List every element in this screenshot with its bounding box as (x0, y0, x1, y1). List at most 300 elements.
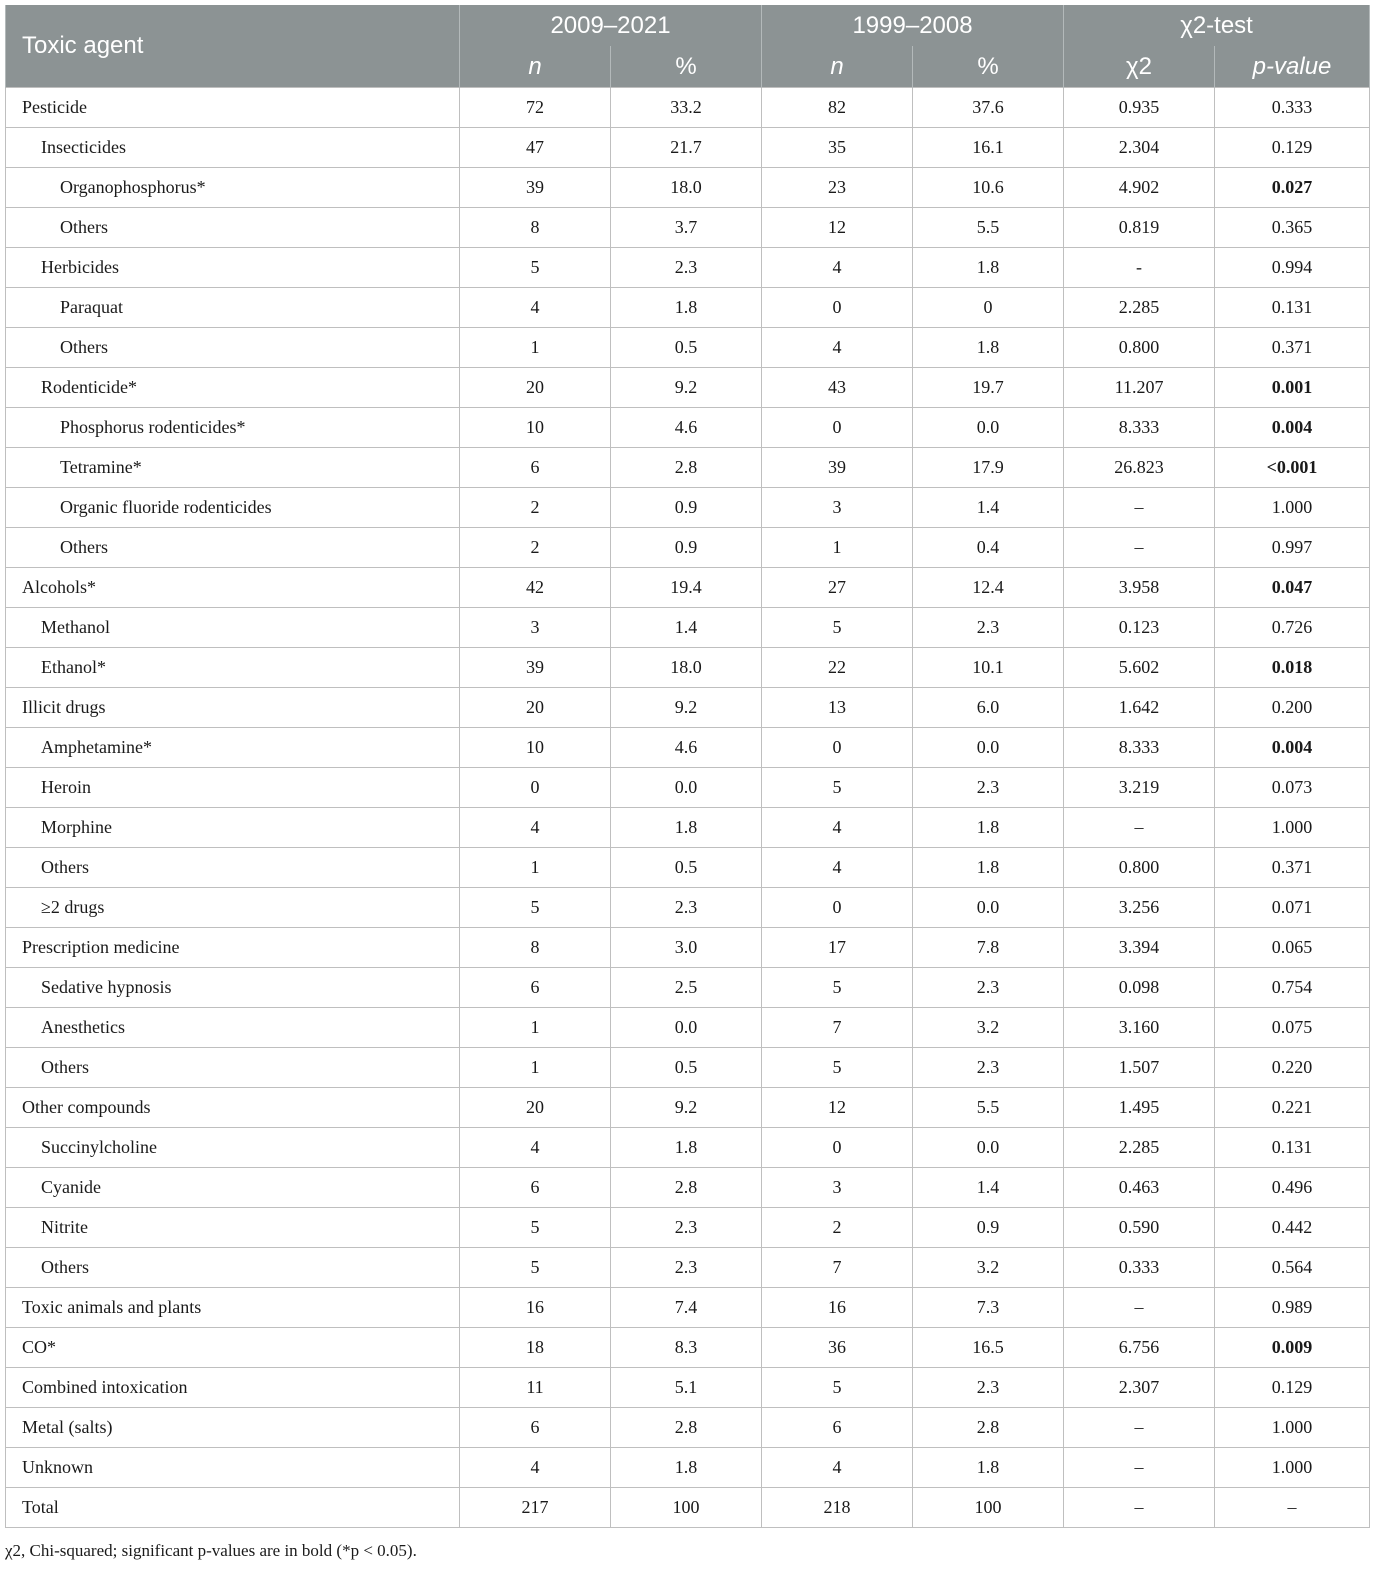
pct-1999-2008-cell: 100 (913, 1488, 1064, 1528)
pct-1999-2008-cell: 0.4 (913, 528, 1064, 568)
n-2009-2021-cell: 2 (460, 528, 611, 568)
table-row (6, 928, 1370, 968)
chi-squared-cell: – (1064, 1408, 1215, 1448)
pct-1999-2008-cell: 2.3 (913, 1048, 1064, 1088)
table-row (6, 448, 1370, 488)
pct-2009-2021-cell: 2.3 (611, 888, 762, 928)
name-cell: Nitrite (6, 1208, 460, 1248)
n-1999-2008-cell: 0 (762, 888, 913, 928)
n-1999-2008-cell: 22 (762, 648, 913, 688)
n-2009-2021-cell: 0 (460, 768, 611, 808)
p-value-cell: 0.442 (1215, 1208, 1370, 1248)
pct-2009-2021-cell: 2.8 (611, 1408, 762, 1448)
p-value-cell: 0.754 (1215, 968, 1370, 1008)
pct-2009-2021-cell: 4.6 (611, 728, 762, 768)
name-cell: Insecticides (6, 128, 460, 168)
table-row (6, 728, 1370, 768)
p-value-cell: – (1215, 1488, 1370, 1528)
name-cell: Herbicides (6, 248, 460, 288)
name-cell: Paraquat (6, 288, 460, 328)
name-cell: Ethanol* (6, 648, 460, 688)
header-p-value: p-value (1215, 46, 1370, 88)
p-value-cell: 0.004 (1215, 408, 1370, 448)
table-row (6, 608, 1370, 648)
table-row (6, 1008, 1370, 1048)
n-1999-2008-cell: 39 (762, 448, 913, 488)
pct-2009-2021-cell: 18.0 (611, 168, 762, 208)
pct-2009-2021-cell: 1.8 (611, 808, 762, 848)
p-value-cell: 0.220 (1215, 1048, 1370, 1088)
pct-1999-2008-cell: 1.8 (913, 328, 1064, 368)
chi-squared-cell: 2.285 (1064, 1128, 1215, 1168)
chi-squared-cell: 5.602 (1064, 648, 1215, 688)
header-n-1: n (460, 46, 611, 88)
p-value-cell: 0.075 (1215, 1008, 1370, 1048)
chi-squared-cell: 0.123 (1064, 608, 1215, 648)
chi-squared-cell: 0.590 (1064, 1208, 1215, 1248)
p-value-cell: 0.564 (1215, 1248, 1370, 1288)
name-cell: Prescription medicine (6, 928, 460, 968)
chi-squared-cell: 8.333 (1064, 408, 1215, 448)
n-1999-2008-cell: 13 (762, 688, 913, 728)
n-1999-2008-cell: 23 (762, 168, 913, 208)
name-cell: Total (6, 1488, 460, 1528)
n-1999-2008-cell: 0 (762, 288, 913, 328)
header-period-1999-2008: 1999–2008 (762, 5, 1064, 46)
n-1999-2008-cell: 4 (762, 248, 913, 288)
chi-squared-cell: 2.307 (1064, 1368, 1215, 1408)
n-1999-2008-cell: 12 (762, 208, 913, 248)
pct-2009-2021-cell: 9.2 (611, 688, 762, 728)
n-2009-2021-cell: 217 (460, 1488, 611, 1528)
table-row (6, 648, 1370, 688)
table-row (6, 288, 1370, 328)
n-1999-2008-cell: 16 (762, 1288, 913, 1328)
chi-squared-cell: 2.304 (1064, 128, 1215, 168)
n-2009-2021-cell: 4 (460, 1448, 611, 1488)
n-1999-2008-cell: 0 (762, 408, 913, 448)
table-row (6, 328, 1370, 368)
chi-squared-cell: 0.935 (1064, 88, 1215, 128)
table-row (6, 528, 1370, 568)
pct-1999-2008-cell: 16.1 (913, 128, 1064, 168)
table-row (6, 408, 1370, 448)
name-cell: Sedative hypnosis (6, 968, 460, 1008)
chi-squared-cell: 1.495 (1064, 1088, 1215, 1128)
table-row (6, 208, 1370, 248)
chi-squared-cell: 0.800 (1064, 848, 1215, 888)
name-cell: Others (6, 1248, 460, 1288)
name-cell: Metal (salts) (6, 1408, 460, 1448)
pct-1999-2008-cell: 1.4 (913, 488, 1064, 528)
p-value-cell: <0.001 (1215, 448, 1370, 488)
n-2009-2021-cell: 18 (460, 1328, 611, 1368)
n-1999-2008-cell: 4 (762, 808, 913, 848)
n-1999-2008-cell: 36 (762, 1328, 913, 1368)
chi-squared-cell: – (1064, 528, 1215, 568)
p-value-cell: 0.997 (1215, 528, 1370, 568)
table-row (6, 968, 1370, 1008)
chi-squared-cell: 6.756 (1064, 1328, 1215, 1368)
table-row (6, 1328, 1370, 1368)
name-cell: Anesthetics (6, 1008, 460, 1048)
pct-2009-2021-cell: 100 (611, 1488, 762, 1528)
chi-squared-cell: 8.333 (1064, 728, 1215, 768)
chi-squared-cell: 3.958 (1064, 568, 1215, 608)
n-2009-2021-cell: 5 (460, 1208, 611, 1248)
n-2009-2021-cell: 6 (460, 448, 611, 488)
pct-1999-2008-cell: 10.1 (913, 648, 1064, 688)
n-2009-2021-cell: 20 (460, 1088, 611, 1128)
pct-2009-2021-cell: 9.2 (611, 368, 762, 408)
name-cell: Phosphorus rodenticides* (6, 408, 460, 448)
chi-squared-cell: – (1064, 1288, 1215, 1328)
n-1999-2008-cell: 7 (762, 1248, 913, 1288)
pct-1999-2008-cell: 3.2 (913, 1008, 1064, 1048)
n-2009-2021-cell: 1 (460, 328, 611, 368)
p-value-cell: 0.989 (1215, 1288, 1370, 1328)
p-value-cell: 0.200 (1215, 688, 1370, 728)
n-2009-2021-cell: 16 (460, 1288, 611, 1328)
n-2009-2021-cell: 5 (460, 1248, 611, 1288)
p-value-cell: 0.365 (1215, 208, 1370, 248)
table-row (6, 1128, 1370, 1168)
name-cell: Others (6, 848, 460, 888)
n-1999-2008-cell: 0 (762, 1128, 913, 1168)
pct-1999-2008-cell: 19.7 (913, 368, 1064, 408)
table-row (6, 768, 1370, 808)
table-body (6, 88, 1370, 1528)
p-value-cell: 0.065 (1215, 928, 1370, 968)
pct-2009-2021-cell: 1.8 (611, 1448, 762, 1488)
p-value-cell: 0.009 (1215, 1328, 1370, 1368)
n-2009-2021-cell: 20 (460, 688, 611, 728)
n-1999-2008-cell: 12 (762, 1088, 913, 1128)
pct-2009-2021-cell: 1.8 (611, 288, 762, 328)
chi-squared-cell: 0.463 (1064, 1168, 1215, 1208)
pct-1999-2008-cell: 7.8 (913, 928, 1064, 968)
pct-1999-2008-cell: 5.5 (913, 208, 1064, 248)
n-2009-2021-cell: 39 (460, 648, 611, 688)
header-row-1 (6, 5, 1370, 46)
n-1999-2008-cell: 1 (762, 528, 913, 568)
name-cell: Heroin (6, 768, 460, 808)
table-row (6, 368, 1370, 408)
chi-squared-cell: 0.333 (1064, 1248, 1215, 1288)
n-2009-2021-cell: 4 (460, 1128, 611, 1168)
p-value-cell: 1.000 (1215, 488, 1370, 528)
pct-2009-2021-cell: 33.2 (611, 88, 762, 128)
n-2009-2021-cell: 10 (460, 728, 611, 768)
name-cell: CO* (6, 1328, 460, 1368)
pct-1999-2008-cell: 7.3 (913, 1288, 1064, 1328)
pct-1999-2008-cell: 3.2 (913, 1248, 1064, 1288)
p-value-cell: 1.000 (1215, 808, 1370, 848)
chi-squared-cell: 0.819 (1064, 208, 1215, 248)
pct-2009-2021-cell: 2.3 (611, 1248, 762, 1288)
n-2009-2021-cell: 1 (460, 1048, 611, 1088)
pct-1999-2008-cell: 0.0 (913, 728, 1064, 768)
chi-squared-cell: 3.394 (1064, 928, 1215, 968)
table-row (6, 568, 1370, 608)
p-value-cell: 0.129 (1215, 1368, 1370, 1408)
n-2009-2021-cell: 42 (460, 568, 611, 608)
p-value-cell: 0.371 (1215, 328, 1370, 368)
header-toxic-agent: Toxic agent (6, 5, 460, 88)
chi-squared-cell: 0.800 (1064, 328, 1215, 368)
pct-1999-2008-cell: 0.0 (913, 1128, 1064, 1168)
pct-2009-2021-cell: 3.7 (611, 208, 762, 248)
name-cell: Organophosphorus* (6, 168, 460, 208)
chi-squared-cell: 3.160 (1064, 1008, 1215, 1048)
n-1999-2008-cell: 5 (762, 608, 913, 648)
table-row (6, 1288, 1370, 1328)
table-row (6, 848, 1370, 888)
n-1999-2008-cell: 5 (762, 1368, 913, 1408)
pct-1999-2008-cell: 1.8 (913, 248, 1064, 288)
n-1999-2008-cell: 6 (762, 1408, 913, 1448)
n-1999-2008-cell: 4 (762, 1448, 913, 1488)
pct-1999-2008-cell: 2.3 (913, 968, 1064, 1008)
pct-2009-2021-cell: 18.0 (611, 648, 762, 688)
n-2009-2021-cell: 5 (460, 248, 611, 288)
chi-squared-cell: - (1064, 248, 1215, 288)
n-2009-2021-cell: 4 (460, 288, 611, 328)
name-cell: Combined intoxication (6, 1368, 460, 1408)
chi-squared-cell: 1.642 (1064, 688, 1215, 728)
n-2009-2021-cell: 1 (460, 848, 611, 888)
chi-squared-cell: – (1064, 488, 1215, 528)
pct-1999-2008-cell: 37.6 (913, 88, 1064, 128)
n-2009-2021-cell: 8 (460, 928, 611, 968)
n-1999-2008-cell: 17 (762, 928, 913, 968)
pct-2009-2021-cell: 0.5 (611, 328, 762, 368)
name-cell: Other compounds (6, 1088, 460, 1128)
pct-2009-2021-cell: 7.4 (611, 1288, 762, 1328)
n-2009-2021-cell: 3 (460, 608, 611, 648)
pct-1999-2008-cell: 1.8 (913, 1448, 1064, 1488)
p-value-cell: 0.221 (1215, 1088, 1370, 1128)
name-cell: Succinylcholine (6, 1128, 460, 1168)
n-1999-2008-cell: 5 (762, 1048, 913, 1088)
pct-2009-2021-cell: 2.5 (611, 968, 762, 1008)
name-cell: Unknown (6, 1448, 460, 1488)
table-row (6, 1408, 1370, 1448)
table-row (6, 688, 1370, 728)
table-row (6, 1448, 1370, 1488)
pct-2009-2021-cell: 8.3 (611, 1328, 762, 1368)
name-cell: Methanol (6, 608, 460, 648)
n-2009-2021-cell: 4 (460, 808, 611, 848)
n-1999-2008-cell: 3 (762, 488, 913, 528)
name-cell: Others (6, 528, 460, 568)
name-cell: Organic fluoride rodenticides (6, 488, 460, 528)
pct-2009-2021-cell: 0.0 (611, 768, 762, 808)
p-value-cell: 0.371 (1215, 848, 1370, 888)
header-chi-test: χ2-test (1064, 5, 1370, 46)
p-value-cell: 0.047 (1215, 568, 1370, 608)
name-cell: Amphetamine* (6, 728, 460, 768)
pct-2009-2021-cell: 21.7 (611, 128, 762, 168)
pct-2009-2021-cell: 2.3 (611, 248, 762, 288)
pct-2009-2021-cell: 2.8 (611, 1168, 762, 1208)
chi-squared-cell: – (1064, 1488, 1215, 1528)
p-value-cell: 0.071 (1215, 888, 1370, 928)
p-value-cell: 0.073 (1215, 768, 1370, 808)
pct-2009-2021-cell: 19.4 (611, 568, 762, 608)
name-cell: ≥2 drugs (6, 888, 460, 928)
pct-1999-2008-cell: 16.5 (913, 1328, 1064, 1368)
table-row (6, 168, 1370, 208)
table-row (6, 1048, 1370, 1088)
pct-1999-2008-cell: 12.4 (913, 568, 1064, 608)
header-chi-squared: χ2 (1064, 46, 1215, 88)
n-1999-2008-cell: 4 (762, 848, 913, 888)
pct-2009-2021-cell: 5.1 (611, 1368, 762, 1408)
p-value-cell: 0.726 (1215, 608, 1370, 648)
n-1999-2008-cell: 4 (762, 328, 913, 368)
pct-2009-2021-cell: 0.5 (611, 848, 762, 888)
pct-2009-2021-cell: 0.5 (611, 1048, 762, 1088)
table-row (6, 1168, 1370, 1208)
name-cell: Rodenticide* (6, 368, 460, 408)
n-1999-2008-cell: 43 (762, 368, 913, 408)
n-2009-2021-cell: 6 (460, 1168, 611, 1208)
table-row (6, 1208, 1370, 1248)
pct-1999-2008-cell: 6.0 (913, 688, 1064, 728)
pct-2009-2021-cell: 9.2 (611, 1088, 762, 1128)
chi-squared-cell: 26.823 (1064, 448, 1215, 488)
p-value-cell: 0.001 (1215, 368, 1370, 408)
p-value-cell: 0.131 (1215, 288, 1370, 328)
n-2009-2021-cell: 2 (460, 488, 611, 528)
p-value-cell: 0.131 (1215, 1128, 1370, 1168)
n-2009-2021-cell: 5 (460, 888, 611, 928)
n-1999-2008-cell: 27 (762, 568, 913, 608)
n-1999-2008-cell: 3 (762, 1168, 913, 1208)
n-1999-2008-cell: 5 (762, 968, 913, 1008)
n-2009-2021-cell: 20 (460, 368, 611, 408)
pct-1999-2008-cell: 2.8 (913, 1408, 1064, 1448)
name-cell: Others (6, 208, 460, 248)
header-pct-1: % (611, 46, 762, 88)
table-row (6, 1248, 1370, 1288)
name-cell: Illicit drugs (6, 688, 460, 728)
p-value-cell: 0.018 (1215, 648, 1370, 688)
n-1999-2008-cell: 2 (762, 1208, 913, 1248)
table-footnote: χ2, Chi-squared; significant p-values are in bold (*p < 0.05). (5, 1541, 417, 1560)
n-2009-2021-cell: 6 (460, 968, 611, 1008)
chi-squared-cell: 2.285 (1064, 288, 1215, 328)
pct-1999-2008-cell: 2.3 (913, 608, 1064, 648)
pct-1999-2008-cell: 0 (913, 288, 1064, 328)
pct-2009-2021-cell: 1.8 (611, 1128, 762, 1168)
pct-1999-2008-cell: 0.9 (913, 1208, 1064, 1248)
header-pct-2: % (913, 46, 1064, 88)
pct-2009-2021-cell: 1.4 (611, 608, 762, 648)
chi-squared-cell: 1.507 (1064, 1048, 1215, 1088)
pct-1999-2008-cell: 2.3 (913, 768, 1064, 808)
chi-squared-cell: – (1064, 1448, 1215, 1488)
pct-2009-2021-cell: 0.0 (611, 1008, 762, 1048)
n-2009-2021-cell: 39 (460, 168, 611, 208)
n-2009-2021-cell: 47 (460, 128, 611, 168)
chi-squared-cell: 4.902 (1064, 168, 1215, 208)
p-value-cell: 0.129 (1215, 128, 1370, 168)
pct-1999-2008-cell: 5.5 (913, 1088, 1064, 1128)
pct-2009-2021-cell: 3.0 (611, 928, 762, 968)
chi-squared-cell: 3.256 (1064, 888, 1215, 928)
table-row (6, 488, 1370, 528)
n-1999-2008-cell: 35 (762, 128, 913, 168)
table-row (6, 1088, 1370, 1128)
n-2009-2021-cell: 6 (460, 1408, 611, 1448)
pct-1999-2008-cell: 0.0 (913, 888, 1064, 928)
pct-2009-2021-cell: 0.9 (611, 528, 762, 568)
n-1999-2008-cell: 7 (762, 1008, 913, 1048)
name-cell: Tetramine* (6, 448, 460, 488)
n-2009-2021-cell: 10 (460, 408, 611, 448)
n-2009-2021-cell: 11 (460, 1368, 611, 1408)
pct-1999-2008-cell: 1.8 (913, 808, 1064, 848)
table-row (6, 128, 1370, 168)
name-cell: Cyanide (6, 1168, 460, 1208)
chi-squared-cell: 3.219 (1064, 768, 1215, 808)
pct-2009-2021-cell: 2.3 (611, 1208, 762, 1248)
n-1999-2008-cell: 82 (762, 88, 913, 128)
table-row (6, 1368, 1370, 1408)
chi-squared-cell: 0.098 (1064, 968, 1215, 1008)
pct-1999-2008-cell: 10.6 (913, 168, 1064, 208)
table-row (6, 248, 1370, 288)
n-1999-2008-cell: 5 (762, 768, 913, 808)
n-1999-2008-cell: 218 (762, 1488, 913, 1528)
p-value-cell: 0.027 (1215, 168, 1370, 208)
p-value-cell: 0.496 (1215, 1168, 1370, 1208)
n-2009-2021-cell: 1 (460, 1008, 611, 1048)
table-row (6, 1488, 1370, 1528)
name-cell: Alcohols* (6, 568, 460, 608)
p-value-cell: 0.333 (1215, 88, 1370, 128)
pct-2009-2021-cell: 2.8 (611, 448, 762, 488)
n-2009-2021-cell: 8 (460, 208, 611, 248)
table-row (6, 88, 1370, 128)
pct-1999-2008-cell: 2.3 (913, 1368, 1064, 1408)
pct-1999-2008-cell: 1.8 (913, 848, 1064, 888)
name-cell: Morphine (6, 808, 460, 848)
header-n-2: n (762, 46, 913, 88)
p-value-cell: 0.004 (1215, 728, 1370, 768)
n-1999-2008-cell: 0 (762, 728, 913, 768)
name-cell: Toxic animals and plants (6, 1288, 460, 1328)
chi-squared-cell: 11.207 (1064, 368, 1215, 408)
data-table (5, 5, 1370, 1528)
pct-1999-2008-cell: 0.0 (913, 408, 1064, 448)
n-2009-2021-cell: 72 (460, 88, 611, 128)
table-row (6, 808, 1370, 848)
table-row (6, 888, 1370, 928)
pct-1999-2008-cell: 17.9 (913, 448, 1064, 488)
pct-2009-2021-cell: 4.6 (611, 408, 762, 448)
chi-squared-cell: – (1064, 808, 1215, 848)
p-value-cell: 0.994 (1215, 248, 1370, 288)
p-value-cell: 1.000 (1215, 1408, 1370, 1448)
name-cell: Pesticide (6, 88, 460, 128)
pct-2009-2021-cell: 0.9 (611, 488, 762, 528)
pct-1999-2008-cell: 1.4 (913, 1168, 1064, 1208)
name-cell: Others (6, 1048, 460, 1088)
header-period-2009-2021: 2009–2021 (460, 5, 762, 46)
